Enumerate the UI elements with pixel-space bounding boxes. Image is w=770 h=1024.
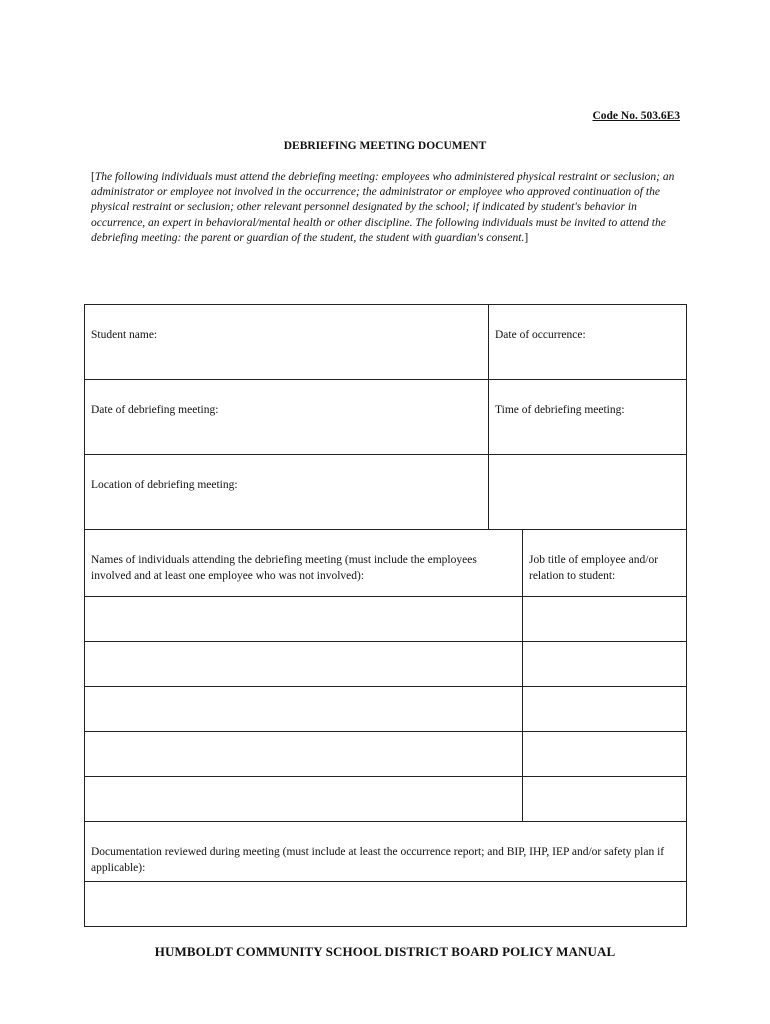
date-of-meeting-field[interactable] [85,380,489,455]
attendee-name-field[interactable] [85,732,523,777]
student-name-field[interactable] [85,305,489,380]
table-row [85,530,687,597]
attendee-job-title-field[interactable] [523,642,687,687]
intro-text: The following individuals must attend the debriefing meeting: employees who administered physical restraint or seclusion; an administrator or employee not involved in the occurrence; the administrator or employee who approved continuation of the physical restraint or seclusion; other relevant personnel designated by the school; if indicated by student's behavior in occurrence, an expert in behavioral/mental health or other discipline. The following individuals must be invited to attend the debriefing meeting: the parent or guardian of the student, the student with guardian's consent. [91,171,675,244]
location-of-meeting-field[interactable] [85,455,489,530]
attendee-name-field[interactable] [85,642,523,687]
date-of-meeting-label: Date of debriefing meeting: [91,404,219,416]
table-row [85,380,687,455]
documentation-reviewed-label: Documentation reviewed during meeting (must include at least the occurrence report; and BIP, IHP, IEP and/or safety plan if applicable): [91,846,665,874]
footer-title: HUMBOLDT COMMUNITY SCHOOL DISTRICT BOARD POLICY MANUAL [154,944,616,959]
date-of-occurrence-label: Date of occurrence: [495,329,586,341]
job-title-header [523,530,687,597]
location-of-meeting-label: Location of debriefing meeting: [91,479,238,491]
table-row [85,777,687,822]
job-title-label: Job title of employee and/or relation to student: [529,554,659,582]
student-name-label: Student name: [91,329,158,341]
table-row [85,732,687,777]
intro-open-bracket: [ [91,171,95,183]
date-of-occurrence-field[interactable] [489,305,687,380]
table-row [85,882,687,927]
intro-close-bracket: ] [524,231,529,244]
table-row [85,642,687,687]
time-of-meeting-field[interactable] [489,380,687,455]
table-row [85,597,687,642]
attendee-name-field[interactable] [85,597,523,642]
attendee-job-title-field[interactable] [523,777,687,822]
names-attending-header [85,530,523,597]
table-row [85,305,687,380]
table-row [85,455,687,530]
attendee-job-title-field[interactable] [523,687,687,732]
intro-paragraph [91,170,681,246]
document-title: DEBRIEFING MEETING DOCUMENT [283,140,487,152]
debriefing-form-table [84,304,687,927]
table-row [85,687,687,732]
code-number: Code No. 503.6E3 [592,110,680,122]
blank-cell[interactable] [489,455,687,530]
documentation-reviewed-header [85,822,687,882]
table-row [85,822,687,882]
attendee-job-title-field[interactable] [523,597,687,642]
time-of-meeting-label: Time of debriefing meeting: [495,404,625,416]
names-attending-label: Names of individuals attending the debriefing meeting (must include the employees involved and at least one employee who was not involved): [91,554,477,582]
documentation-reviewed-field[interactable] [85,882,687,927]
attendee-name-field[interactable] [85,777,523,822]
attendee-name-field[interactable] [85,687,523,732]
attendee-job-title-field[interactable] [523,732,687,777]
